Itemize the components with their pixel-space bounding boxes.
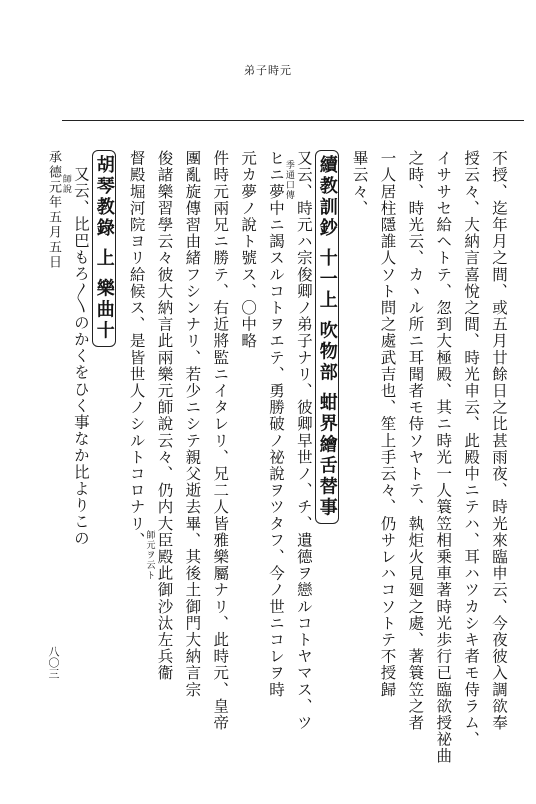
- date-column: 承德元年五月五日: [46, 150, 61, 270]
- text-column: 元カ夢ノ說ト號ス、〇中略: [239, 150, 258, 350]
- interlinear-note: 師說: [60, 174, 71, 195]
- text-column: 之時、時光云、カヽル所ニ耳聞者モ侍ソヤトテ、執炬火見廻之處、著簑笠之者: [406, 150, 425, 731]
- source-heading: [316, 150, 339, 710]
- source-heading: [93, 150, 116, 710]
- text-column: 團亂旋傳習由緒フシンナリ、若少ニシテ親父逝去畢、其後土御門大納言宗: [183, 150, 202, 698]
- text-column: [144, 150, 174, 710]
- text-column: イササセ給ヘトテ、忽到大極殿、其ニ時光一人簑笠相乗車著時光歩行已臨欲授祕曲: [434, 150, 453, 765]
- text-column: 件時元兩兄ニ勝テ、右近將監ニイタレリ、兄二人皆雅樂屬ナリ、此時元、皇帝: [211, 150, 230, 731]
- page-number: 八〇三: [47, 646, 60, 679]
- text-column: [60, 150, 90, 710]
- text-column: 不授、迄年月之間、或五月廿餘日之比甚雨夜、時光來臨申云、今夜彼入調欲奉: [490, 150, 508, 731]
- text-column: 授云々、大納言喜悅之間、時光申云、此殿中ニテハ、耳ハツカシキ者モ侍ラム、: [462, 150, 481, 748]
- page-body: [42, 150, 508, 765]
- interlinear-note: 季通口傳: [283, 160, 294, 201]
- text-column: 畢云々、: [350, 150, 369, 217]
- source-title-box: 胡琴教錄 上 樂曲十: [92, 150, 116, 347]
- column-text: 俊諸樂習學云々彼大納言此兩樂元師說云々、仍内大臣殿此御沙汰左兵衞: [155, 150, 174, 682]
- text-column: [283, 150, 313, 731]
- column-text: 又云、比巴もろ〳〵のかくをひく事なか比よりこの: [71, 166, 90, 547]
- text-column: 督殿堀河院ヨリ給候ス、是皆世人ノシルトコロナリ、: [127, 150, 146, 549]
- running-head: 弟子時元: [244, 64, 292, 77]
- text-column: 一人居柱隱誰人ソト問之處武吉也、笙上手云々、仍サレハコソトテ不授歸: [378, 150, 397, 698]
- column-text: 又云、時元ハ宗俊卿ノ弟子ナリ、彼卿早世ノ、チ、遺德ヲ戀ルコトヤマス、ツ: [294, 150, 313, 731]
- header-rule: [62, 120, 524, 121]
- source-title-box: 續教訓鈔 十一上 吹物部 蚶界繪舌替事: [315, 150, 339, 524]
- interlinear-note: 師元ヲ云ト: [144, 530, 155, 581]
- text-column: ヒニ夢中ニ謁スルコトヲエテ、勇勝破ノ祕說ヲツタフ、今ノ世ニコレヲ時: [267, 150, 285, 698]
